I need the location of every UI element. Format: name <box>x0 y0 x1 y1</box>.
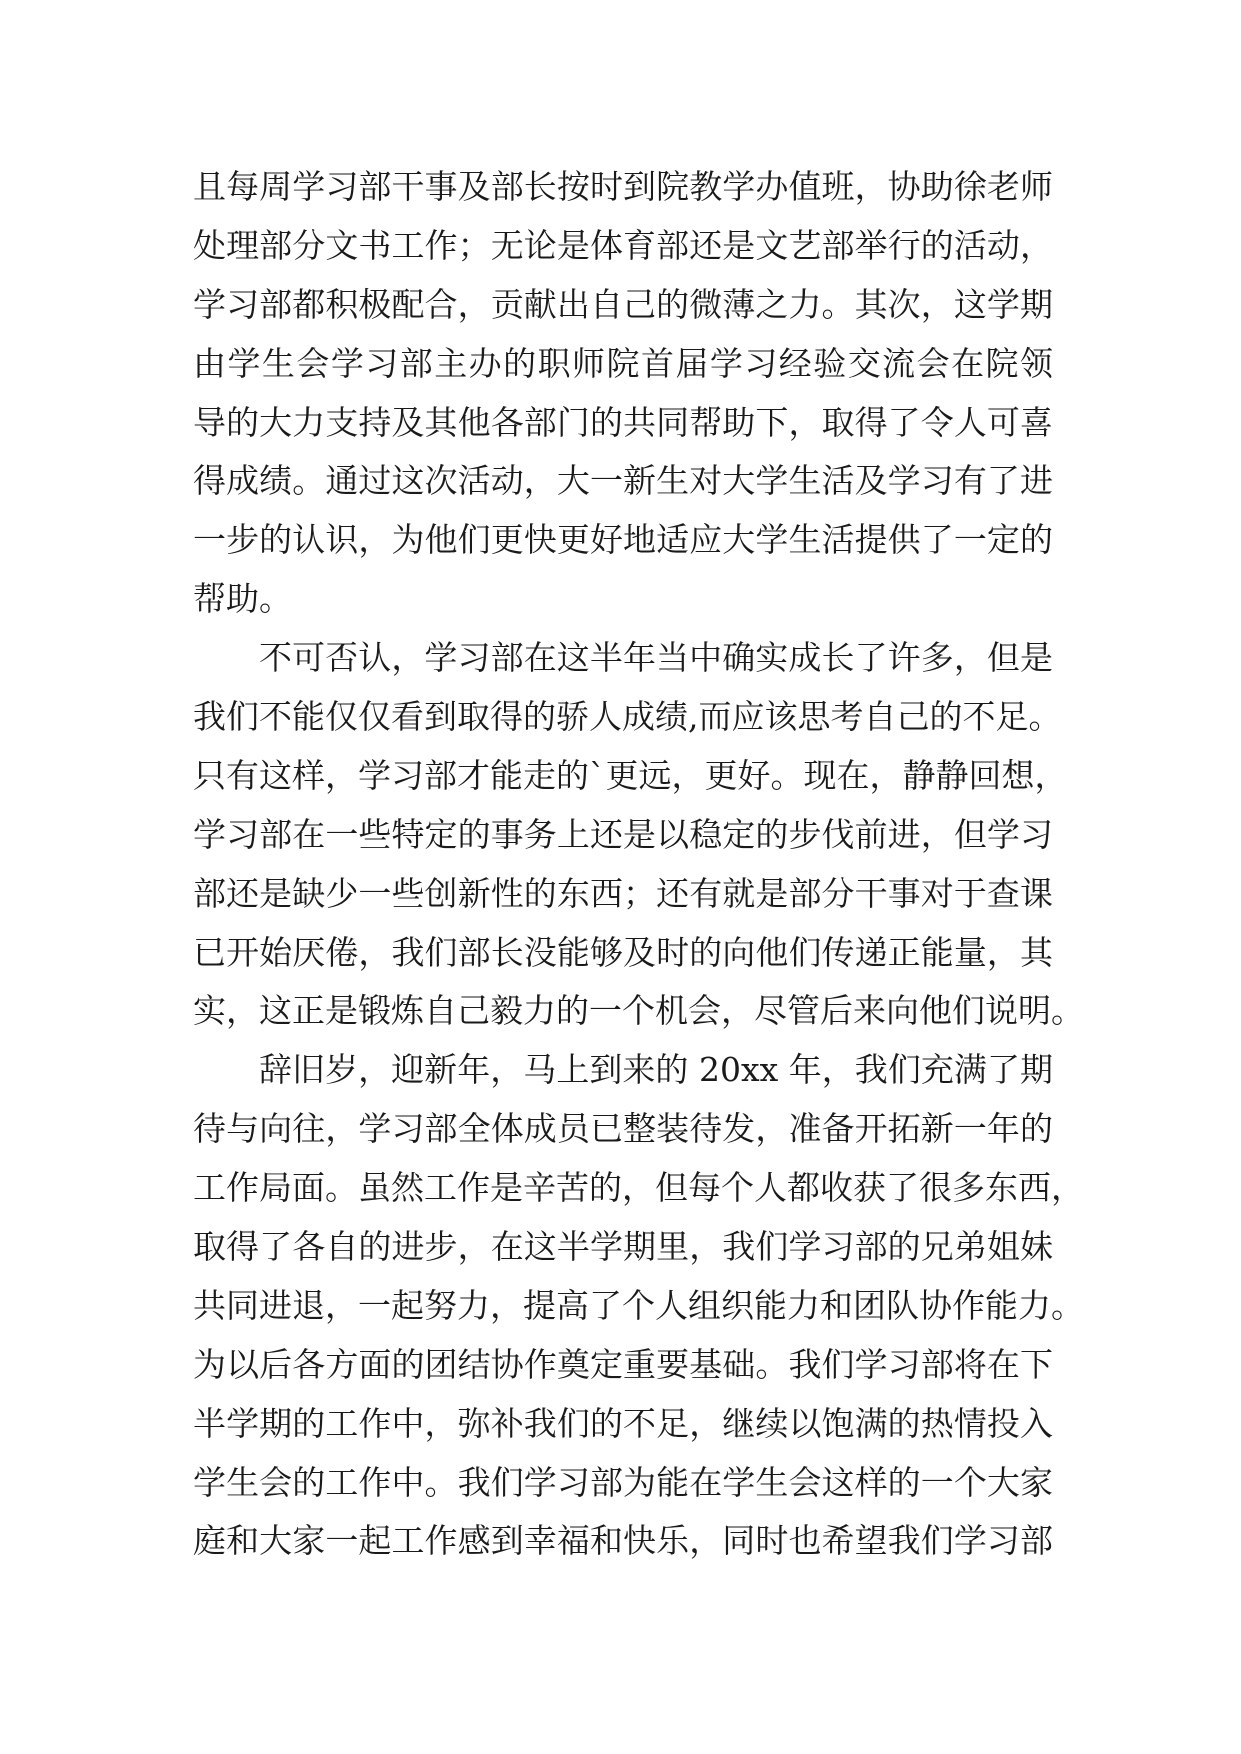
text-line: 学习部在一些特定的事务上还是以稳定的步伐前进，但学习 <box>193 814 1053 854</box>
paragraph-1 <box>193 158 1053 629</box>
text-line: 部还是缺少一些创新性的东西；还有就是部分干事对于查课 <box>193 873 1053 913</box>
text-line: 学习部都积极配合，贡献出自己的微薄之力。其次，这学期 <box>193 284 1053 324</box>
text-line: 一步的认识，为他们更快更好地适应大学生活提供了一定的 <box>193 520 1053 560</box>
text-line: 取得了各自的进步，在这半学期里，我们学习部的兄弟姐妹 <box>193 1227 1053 1267</box>
text-line: 工作局面。虽然工作是辛苦的，但每个人都收获了很多东西， <box>193 1168 1084 1208</box>
document-body <box>193 158 1084 1571</box>
text-line: 得成绩。通过这次活动，大一新生对大学生活及学习有了进 <box>193 461 1053 501</box>
text-line: 已开始厌倦，我们部长没能够及时的向他们传递正能量，其 <box>193 932 1053 972</box>
paragraph-3 <box>193 1041 1084 1571</box>
text-line: 只有这样，学习部才能走的`更远，更好。现在，静静回想， <box>193 755 1068 795</box>
text-line: 为以后各方面的团结协作奠定重要基础。我们学习部将在下 <box>193 1344 1053 1384</box>
text-line: 不可否认，学习部在这半年当中确实成长了许多，但是 <box>259 638 1053 678</box>
text-line: 导的大力支持及其他各部门的共同帮助下，取得了令人可喜 <box>193 402 1053 442</box>
text-line: 我们不能仅仅看到取得的骄人成绩,而应该思考自己的不足。 <box>193 697 1062 737</box>
text-line: 处理部分文书工作；无论是体育部还是文艺部举行的活动， <box>193 225 1053 265</box>
text-line: 帮助。 <box>193 579 292 619</box>
text-line: 学生会的工作中。我们学习部为能在学生会这样的一个大家 <box>193 1462 1053 1502</box>
text-line: 共同进退，一起努力，提高了个人组织能力和团队协作能力。 <box>193 1285 1084 1325</box>
text-line: 且每周学习部干事及部长按时到院教学办值班，协助徐老师 <box>193 167 1053 206</box>
text-line: 辞旧岁，迎新年，马上到来的 20xx 年，我们充满了期 <box>259 1050 1053 1090</box>
text-line: 半学期的工作中，弥补我们的不足，继续以饱满的热情投入 <box>193 1403 1053 1443</box>
text-line: 实，这正是锻炼自己毅力的一个机会，尽管后来向他们说明。 <box>193 991 1084 1031</box>
text-line: 待与向往，学习部全体成员已整装待发，准备开拓新一年的 <box>193 1109 1053 1149</box>
text-line: 庭和大家一起工作感到幸福和快乐，同时也希望我们学习部 <box>193 1521 1053 1561</box>
paragraph-2 <box>193 629 1084 1041</box>
text-line: 由学生会学习部主办的职师院首届学习经验交流会在院领 <box>193 343 1053 383</box>
